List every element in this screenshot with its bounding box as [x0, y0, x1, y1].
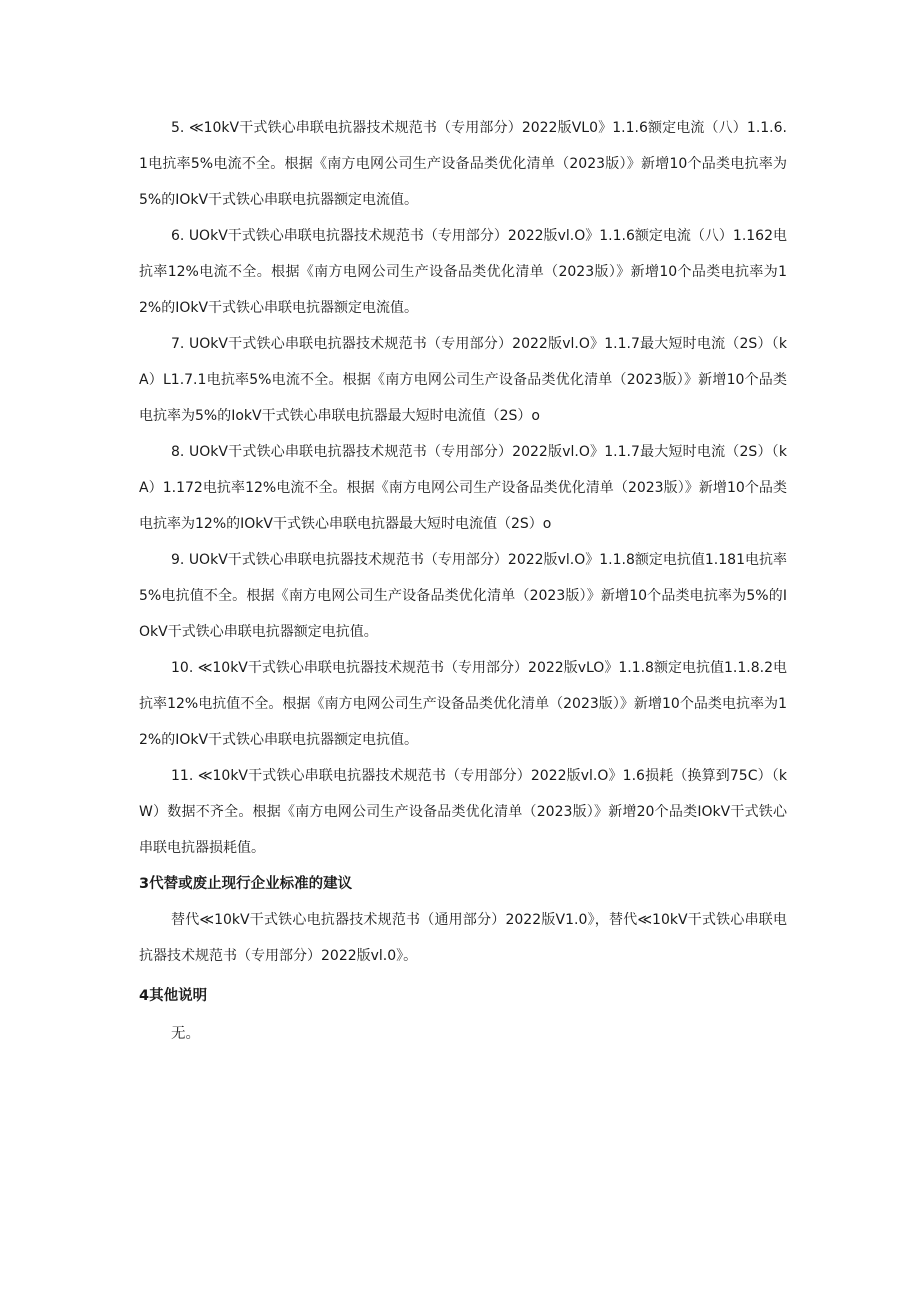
section-3-heading: 3代替或废止现行企业标准的建议: [139, 876, 353, 892]
list-item-7: 7. UOkV干式铁心串联电抗器技术规范书（专用部分）2022版vl.O》1.1.7最大短时电流（2S）（kA）L1.7.1电抗率5%电流不全。根据《南方电网公司生产设备品类优化清单（2023版）》新增10个品类电抗率为5%的IokV干式铁心串联电抗器最大短时电流值（2S）o: [139, 336, 787, 424]
list-item-8: 8. UOkV干式铁心串联电抗器技术规范书（专用部分）2022版vl.O》1.1.7最大短时电流（2S）（kA）1.172电抗率12%电流不全。根据《南方电网公司生产设备品类优化清单（2023版）》新增10个品类电抗率为12%的IOkV干式铁心串联电抗器最大短时电流值（2S）o: [139, 444, 787, 532]
list-item-6: 6. UOkV干式铁心串联电抗器技术规范书（专用部分）2022版vl.O》1.1.6额定电流（八）1.162电抗率12%电流不全。根据《南方电网公司生产设备品类优化清单（2023版）》新增10个品类电抗率为12%的IOkV干式铁心串联电抗器额定电流值。: [139, 228, 787, 316]
document-body: [139, 110, 787, 1052]
section-4-body: 无。: [171, 1026, 200, 1042]
list-item-5: 5. ≪10kV干式铁心串联电抗器技术规范书（专用部分）2022版VL0》1.1.6额定电流（八）1.1.6.1电抗率5%电流不全。根据《南方电网公司生产设备品类优化清单（2023版）》新增10个品类电抗率为5%的IOkV干式铁心串联电抗器额定电流值。: [139, 120, 787, 208]
list-item-11: 11. ≪10kV干式铁心串联电抗器技术规范书（专用部分）2022版vl.O》1.6损耗（换算到75C）（kW）数据不齐全。根据《南方电网公司生产设备品类优化清单（2023版）》新增20个品类IOkV干式铁心串联电抗器损耗值。: [139, 768, 787, 856]
section-4-heading: 4其他说明: [139, 988, 208, 1004]
list-item-10: 10. ≪10kV干式铁心串联电抗器技术规范书（专用部分）2022版vLO》1.1.8额定电抗值1.1.8.2电抗率12%电抗值不全。根据《南方电网公司生产设备品类优化清单（2023版）》新增10个品类电抗率为12%的IOkV干式铁心串联电抗器额定电抗值。: [139, 660, 787, 748]
section-3-body: 替代≪10kV干式铁心电抗器技术规范书（通用部分）2022版V1.0》，替代≪10kV干式铁心串联电抗器技术规范书（专用部分）2022版vl.0》。: [139, 912, 787, 964]
list-item-9: 9. UOkV干式铁心串联电抗器技术规范书（专用部分）2022版vl.O》1.1.8额定电抗值1.181电抗率5%电抗值不全。根据《南方电网公司生产设备品类优化清单（2023版）》新增10个品类电抗率为5%的IOkV干式铁心串联电抗器额定电抗值。: [139, 552, 787, 640]
